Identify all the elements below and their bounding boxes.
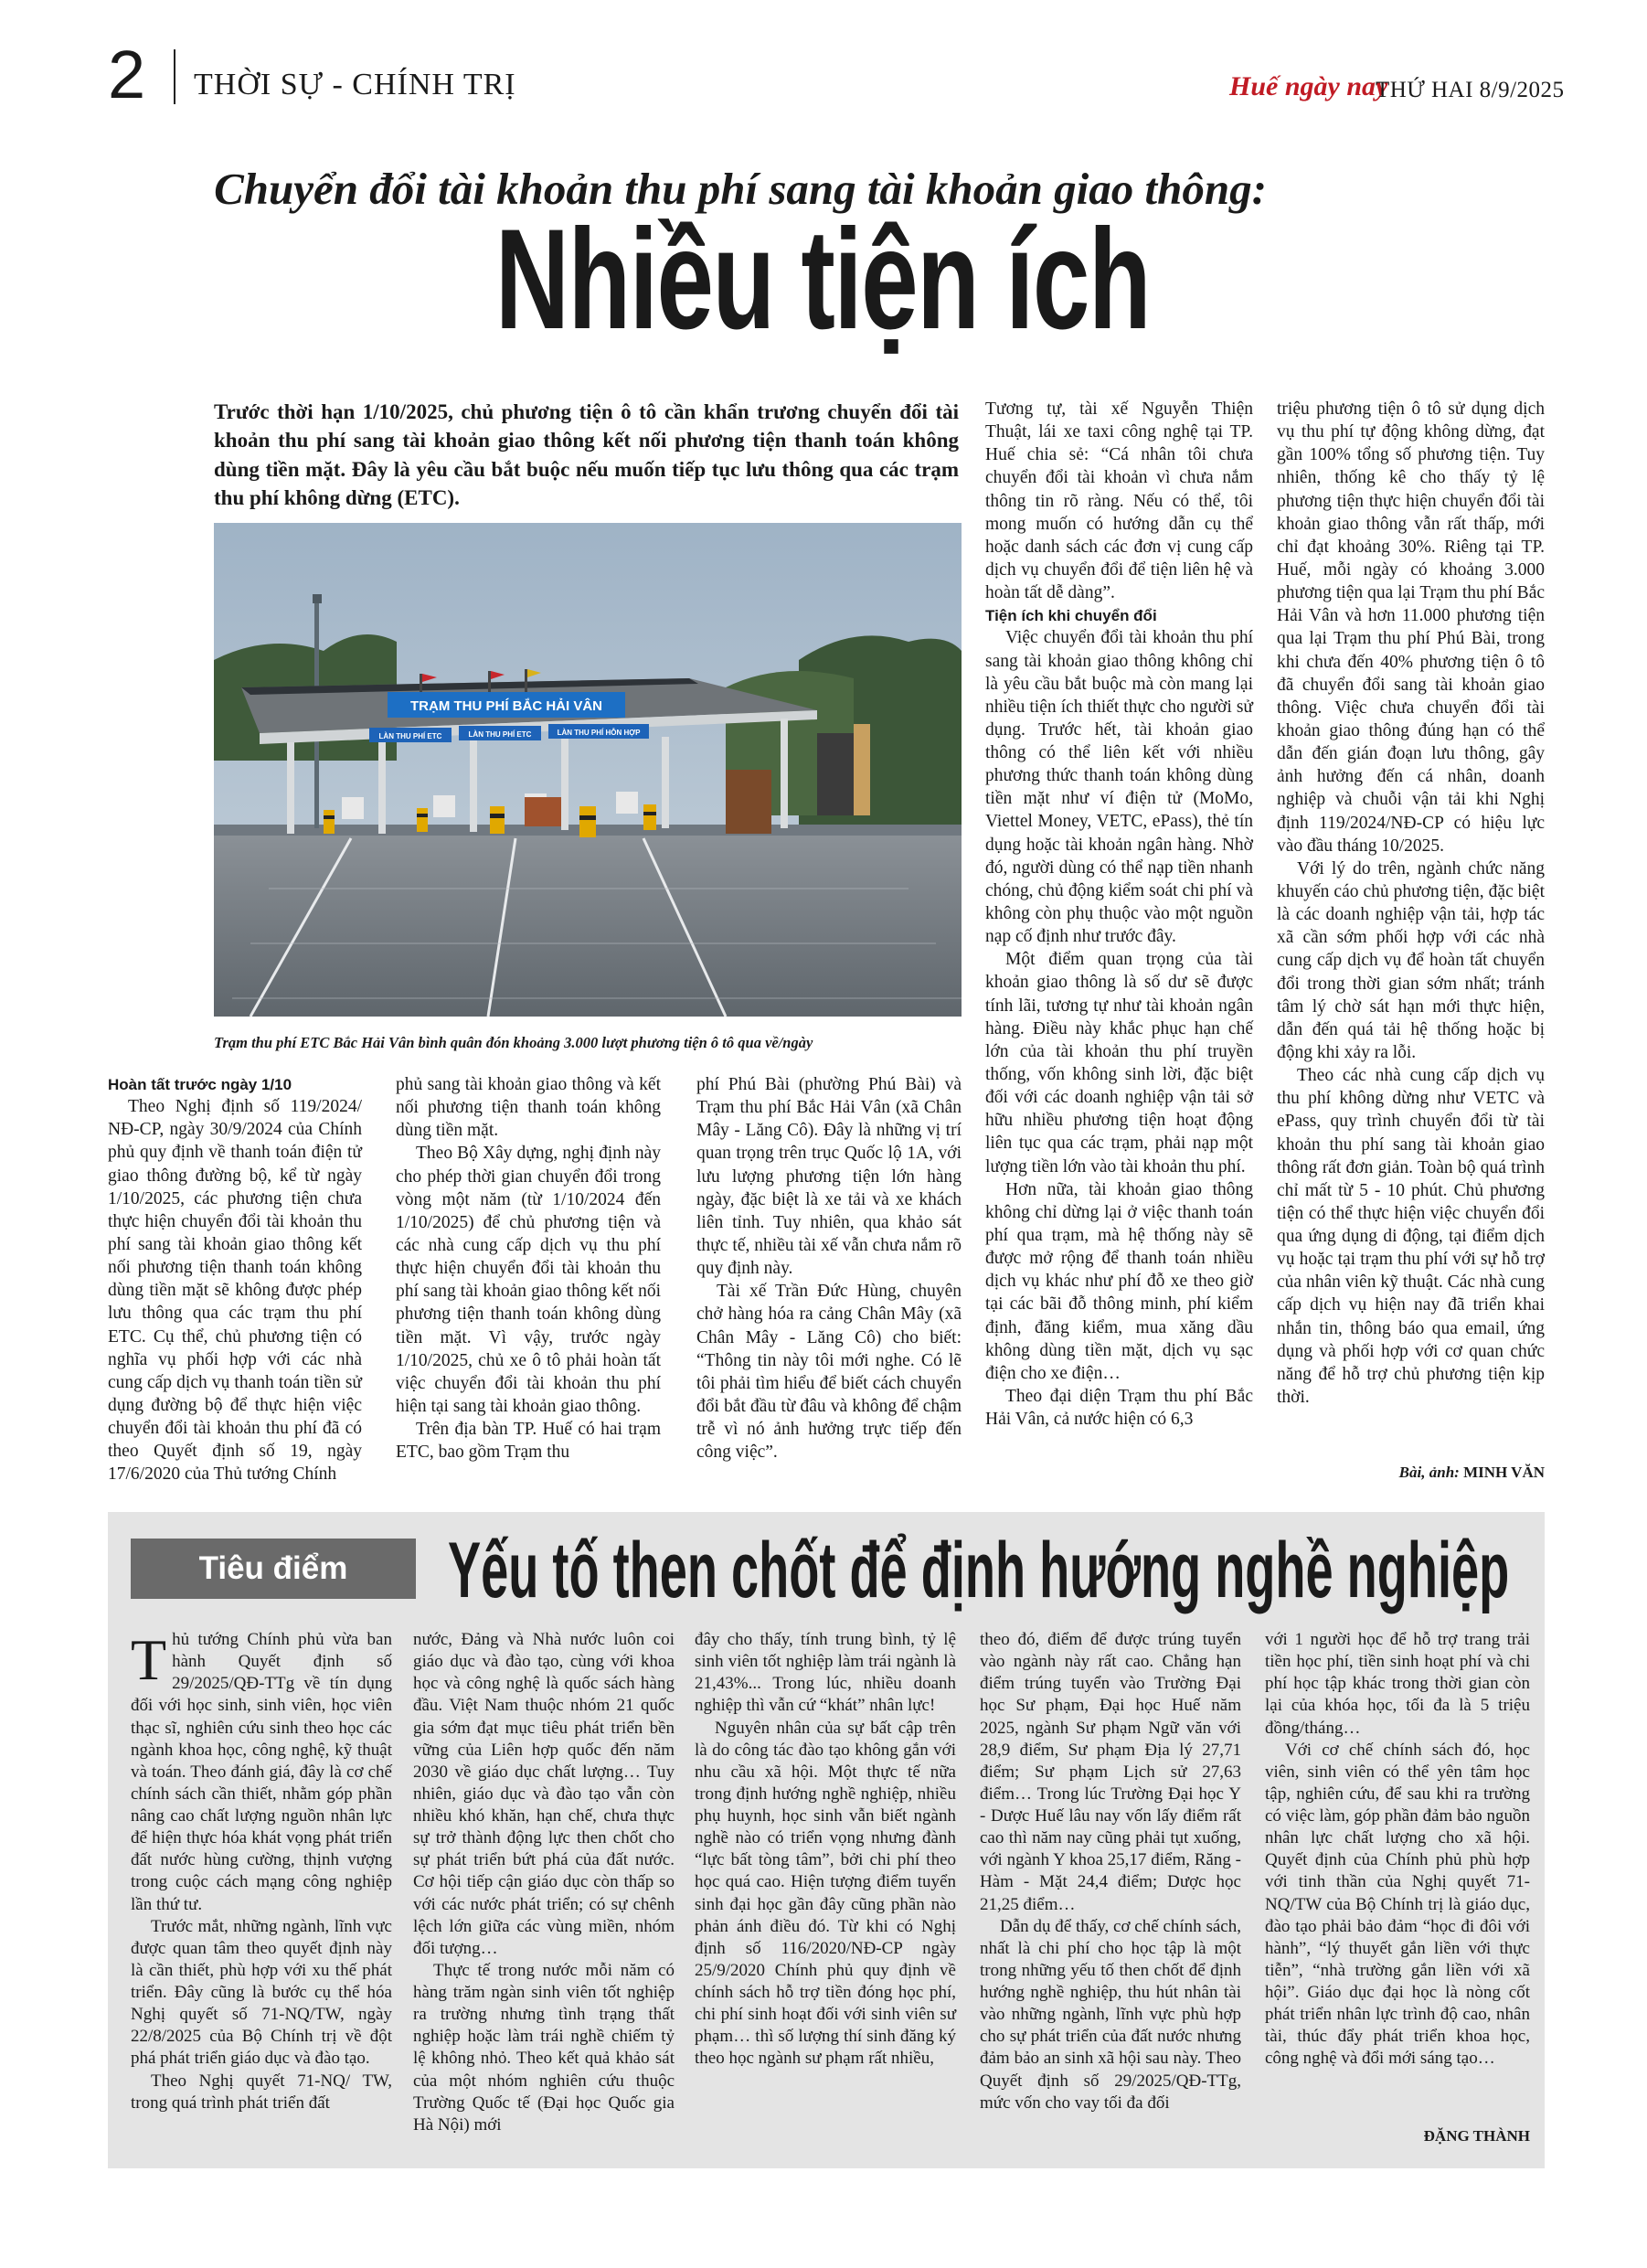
- newspaper-logo: Huế ngày nay: [1229, 71, 1388, 101]
- article-column-5: [1277, 398, 1545, 1409]
- subhead-benefits: Tiện ích khi chuyển đổi: [985, 607, 1157, 625]
- paragraph: Theo Bộ Xây dựng, nghị định này cho phép thời gian chuyển đổi trong vòng một năm (từ 1/10/2024 đến 1/10/2025) để chủ phương tiện và các nhà cung cấp dịch vụ thu phí thực hiện chuyển đổi tài khoản thu phí sang tài khoản giao thông kết nối phương tiện thanh toán không dùng tiền mặt. Vì vậy, trước ngày 1/10/2025, chủ xe ô tô phải hoàn tất việc chuyển đổi tài khoản thu phí hiện tại sang tài khoản giao thông.: [396, 1144, 661, 1416]
- article-column-3: [696, 1073, 962, 1464]
- feature-column-1: [131, 1629, 392, 2114]
- paragraph: phí Phú Bài (phường Phú Bài) và Trạm thu phí Bắc Hải Vân (xã Chân Mây - Lăng Cô). Đây là những vị trí quan trọng trên trục Quốc lộ 1A, với lưu lượng phương tiện lớn hàng ngày, đặc biệt là xe tải và xe khách liên tỉnh. Tuy nhiên, qua khảo sát thực tế, nhiều tài xế vẫn chưa nắm rõ quy định này.: [696, 1075, 962, 1279]
- paragraph: Với cơ chế chính sách đó, học viên, sinh viên có thể yên tâm học tập, nghiên cứu, để sau khi ra trường có việc làm, góp phần đảm bảo nguồn nhân lực chất lượng cho xã hội. Quyết định của Chính phủ phù hợp với tinh thần của Nghị quyết 71-NQ/TW của Bộ Chính trị là giáo dục, đào tạo phải bảo đảm “học đi đôi với hành”, “lý thuyết gắn liền với thực tiễn”, “nhà trường gắn liền với xã hội”. Giáo dục đại học là nòng cốt phát triển nhân lực trình độ cao, nhân tài, thúc đẩy phát triển khoa học, công nghệ và đổi mới sáng tạo…: [1265, 1740, 1530, 2069]
- article-kicker: Chuyển đổi tài khoản thu phí sang tài khoản giao thông:: [214, 164, 1267, 214]
- photo-caption: Trạm thu phí ETC Bắc Hải Vân bình quân đón khoảng 3.000 lượt phương tiện ô tô qua về/ngày: [214, 1034, 813, 1051]
- paragraph-text: hủ tướng Chính phủ vừa ban hành Quyết định số 29/2025/QĐ-TTg về tín dụng đối với học sinh, sinh viên, học viên thạc sĩ, nghiên cứu sinh theo học các ngành khoa học, công nghệ, kỹ thuật và toán. Theo đánh giá, đây là cơ chế chính sách cần thiết, nhằm góp phần nâng cao chất lượng nguồn nhân lực để hiện thực hóa khát vọng phát triển đất nước hùng cường, thịnh vượng trong cuộc cách mạng công nghiệp lần thứ tư.: [131, 1630, 392, 1914]
- lane-sign-1: LÀN THU PHÍ ETC: [378, 732, 442, 740]
- feature-byline: ĐẶNG THÀNH: [1423, 2127, 1530, 2145]
- article-byline: [1277, 1464, 1545, 1480]
- article-column-2: [396, 1073, 661, 1464]
- paragraph: Với lý do trên, ngành chức năng khuyến cáo chủ phương tiện, đặc biệt là các doanh nghiệp vận tải, hợp tác xã cần sớm phối hợp với các nhà cung cấp dịch vụ để hoàn tất chuyển đổi trong thời gian sớm nhất; tránh tâm lý chờ sát hạn mới thực hiện, dẫn đến quá tải hệ thống hoặc bị động khi xảy ra lỗi.: [1277, 858, 1545, 1062]
- byline-prefix: Bài, ảnh:: [1398, 1464, 1460, 1481]
- page-number: 2: [108, 37, 146, 112]
- paragraph: Tài xế Trần Đức Hùng, chuyên chở hàng hóa ra cảng Chân Mây (xã Chân Mây - Lăng Cô) cho biết: “Thông tin này tôi mới nghe. Có lẽ tôi phải tìm hiểu để biết cách chuyển đổi bắt đầu từ đâu và không để chậm trễ vì nó ảnh hưởng trực tiếp đến công việc”.: [696, 1282, 962, 1463]
- paragraph: Trên địa bàn TP. Huế có hai trạm ETC, bao gồm Trạm thu: [396, 1420, 661, 1463]
- paragraph: [131, 1629, 392, 1916]
- feature-column-2: [413, 1629, 675, 2136]
- paragraph: triệu phương tiện ô tô sử dụng dịch vụ thu phí tự động không dừng, đạt gần 100% tổng số phương tiện. Tuy nhiên, thống kê cho thấy tỷ lệ phương tiện thực hiện chuyển đổi tài khoản giao thông vẫn rất thấp, mới chỉ đạt khoảng 30%. Riêng tại TP. Huế, mỗi ngày có khoảng 3.000 phương tiện qua lại Trạm thu phí Bắc Hải Vân và hơn 11.000 phương tiện qua lại Trạm thu phí Phú Bài, trong khi chưa đến 40% phương tiện ô tô đã chuyển đổi sang tài khoản giao thông. Việc chưa chuyển đổi tài khoản giao thông đúng hạn có thể dẫn đến gián đoạn lưu thông, gây ảnh hưởng đến cá nhân, doanh nghiệp và chuỗi vận tải khi Nghị định 119/2024/NĐ-CP có hiệu lực vào đầu tháng 10/2025.: [1277, 399, 1545, 856]
- issue-date: THỨ HAI 8/9/2025: [1376, 78, 1565, 102]
- feature-column-4: [980, 1629, 1241, 2114]
- header-divider: [174, 49, 175, 104]
- article-lead: Trước thời hạn 1/10/2025, chủ phương tiện ô tô cần khẩn trương chuyển đổi tài khoản thu phí sang tài khoản giao thông kết nối phương tiện thanh toán không dùng tiền mặt. Đây là yêu cầu bắt buộc nếu muốn tiếp tục lưu thông qua các trạm thu phí không dừng (ETC).: [214, 400, 959, 509]
- paragraph: Theo Nghị định số 119/2024/ NĐ-CP, ngày 30/9/2024 của Chính phủ quy định về thanh toán điện tử giao thông đường bộ, kể từ ngày 1/10/2025, các phương tiện chưa thực hiện chuyển đổi tài khoản thu phí sang tài khoản giao thông kết nối phương tiện thanh toán không dùng tiền mặt sẽ không được phép lưu thông qua các trạm thu phí ETC. Cụ thể, chủ phương tiện có nghĩa vụ phối hợp với các nhà cung cấp dịch vụ thanh toán tiền sử dụng đường bộ để thực hiện việc chuyển đổi tài khoản thu phí đã có theo Quyết định số 19, ngày 17/6/2020 của Thủ tướng Chính: [108, 1097, 362, 1485]
- section-title: THỜI SỰ - CHÍNH TRỊ: [194, 68, 516, 101]
- paragraph: phủ sang tài khoản giao thông và kết nối phương tiện thanh toán không dùng tiền mặt.: [396, 1075, 661, 1141]
- paragraph: theo đó, điểm để được trúng tuyển vào ngành này rất cao. Chẳng hạn điểm trúng tuyển vào Trường Đại học Sư phạm, Đại học Huế năm 2025, ngành Sư phạm Ngữ văn với 28,9 điểm, Sư phạm Địa lý 27,71 điểm; Sư phạm Lịch sử 27,63 điểm… Trong lúc Trường Đại học Y - Dược Huế lâu nay vốn lấy điểm rất cao thì năm nay cũng phải tụt xuống, với ngành Y khoa 25,17 điểm, Răng - Hàm - Mặt 24,4 điểm; Dược học 21,25 điểm…: [980, 1630, 1241, 1914]
- article-column-4: [985, 398, 1253, 1431]
- paragraph: Hơn nữa, tài khoản giao thông không chỉ dừng lại ở việc thanh toán phí qua trạm, mà hệ thống này sẽ được mở rộng để thanh toán nhiều dịch vụ khác như phí đỗ xe theo giờ tại các bãi đỗ thông minh, phí kiểm định, đăng kiểm, mua xăng dầu không dùng tiền mặt, dịch vụ sạc điện cho xe điện…: [985, 1179, 1253, 1383]
- paragraph: Trước mắt, những ngành, lĩnh vực được quan tâm theo quyết định này là cần thiết, phù hợp với xu thế phát triển. Đây cũng là bước cụ thể hóa Nghị quyết số 71-NQ/TW, ngày 22/8/2025 của Bộ Chính trị về đột phá phát triển giáo dục và đào tạo.: [131, 1916, 392, 2069]
- byline-name: MINH VĂN: [1463, 1464, 1545, 1481]
- lane-sign-2: LÀN THU PHÍ ETC: [468, 730, 532, 739]
- paragraph: nước, Đảng và Nhà nước luôn coi giáo dục và đào tạo, cùng với khoa học và công nghệ là quốc sách hàng đầu. Việt Nam thuộc nhóm 21 quốc gia sớm đạt mục tiêu phát triển bền vững của Liên hợp quốc đến năm 2030 về giáo dục chất lượng… Tuy nhiên, giáo dục và đào tạo vẫn còn nhiều khó khăn, hạn chế, chưa thực sự trở thành động lực then chốt cho sự phát triển bứt phá của đất nước. Cơ hội tiếp cận giáo dục còn thấp so với các nước phát triển; có sự chênh lệch lớn giữa các vùng miền, nhóm đối tượng…: [413, 1630, 675, 1958]
- subhead-deadline: Hoàn tất trước ngày 1/10: [108, 1076, 292, 1093]
- paragraph: Theo Nghị quyết 71-NQ/ TW, trong quá trình phát triển đất: [131, 2071, 392, 2113]
- sign-main: TRẠM THU PHÍ BẮC HẢI VÂN: [410, 698, 602, 714]
- feature-tag: Tiêu điểm: [131, 1539, 416, 1599]
- paragraph: Nguyên nhân của sự bất cập trên là do công tác đào tạo không gắn với nhu cầu xã hội. Một thực tế nữa trong định hướng nghề nghiệp, nhiều phụ huynh, học sinh vẫn biết ngành nghề nào có triển vọng nhưng đành “lực bất tòng tâm”, bởi chi phí theo học quá cao. Hiện tượng điểm tuyển sinh đại học gần đây cũng phần nào phản ánh điều đó. Từ khi có Nghị định số 116/2020/NĐ-CP ngày 25/9/2020 Chính phủ quy định về chính sách hỗ trợ tiền đóng học phí, chi phí sinh hoạt đối với sinh viên sư phạm… thì số lượng thí sinh đăng ký theo học ngành sư phạm rất nhiều,: [695, 1718, 956, 2069]
- article-headline: Nhiều tiện ích: [494, 200, 1151, 359]
- paragraph: Dẫn dụ để thấy, cơ chế chính sách, nhất là chi phí cho học tập là một trong những yếu tố then chốt để định hướng nghề nghiệp, thu hút nhân tài vào những ngành, lĩnh vực phù hợp cho sự phát triển của đất nước nhưng đảm bảo an sinh xã hội sau này. Theo Quyết định số 29/2025/QĐ-TTg, mức vốn cho vay tối đa đối: [980, 1916, 1241, 2113]
- feature-column-5: [1265, 1629, 1530, 2071]
- paragraph: Theo các nhà cung cấp dịch vụ thu phí không dừng như VETC và ePass, quy trình chuyển đổi từ tài khoản thu phí sang tài khoản giao thông rất đơn giản. Toàn bộ quá trình chỉ mất từ 5 - 10 phút. Chủ phương tiện có thể thực hiện việc chuyển đổi qua ứng dụng di động, tại điểm dịch vụ hoặc tại trạm thu phí với sự hỗ trợ của nhân viên kỹ thuật. Các nhà cung cấp dịch vụ hiện nay đã triển khai nhắn tin, thông báo qua email, ứng dụng và phối hợp với cơ quan chức năng để hỗ trợ chủ phương tiện kịp thời.: [1277, 1066, 1545, 1408]
- drop-cap: T: [131, 1627, 167, 1692]
- paragraph: với 1 người học để hỗ trợ trang trải tiền học phí, tiền sinh hoạt phí và chi phí học tập khác trong thời gian còn lại của khóa học, tối đa là 5 triệu đồng/tháng…: [1265, 1630, 1530, 1738]
- toll-station-photo: [214, 523, 962, 1017]
- feature-title: Yếu tố then chốt để định hướng nghề nghiệp: [448, 1527, 1510, 1614]
- paragraph: Việc chuyển đổi tài khoản thu phí sang tài khoản giao thông không chỉ là yêu cầu bắt buộc mà còn mang lại nhiều tiện ích thiết thực cho người sử dụng. Trước hết, tài khoản giao thông có thể liên kết với nhiều phương thức thanh toán không dùng tiền mặt như ví điện tử (MoMo, Viettel Money, VETC, ePass), thẻ tín dụng hoặc tài khoản ngân hàng. Nhờ đó, người dùng có thể nạp tiền nhanh chóng, chủ động kiểm soát chi phí và không còn phụ thuộc vào một nguồn nạp cố định như trước đây.: [985, 628, 1253, 947]
- paragraph: đây cho thấy, tính trung bình, tỷ lệ sinh viên tốt nghiệp làm trái ngành là 21,43%... Trong lúc, nhiều doanh nghiệp thì vẫn cứ “khát” nhân lực!: [695, 1630, 956, 1716]
- paragraph: Một điểm quan trọng của tài khoản giao thông là số dư sẽ được tính lãi, tương tự như tài khoản ngân hàng. Điều này khắc phục hạn chế lớn của tài khoản thu phí truyền thống, vốn không sinh lời, đặc biệt đối với các doanh nghiệp vận tải sở hữu nhiều phương tiện hoạt động liên tục qua các trạm, phải nạp một lượng tiền lớn vào tài khoản thu phí.: [985, 950, 1253, 1177]
- paragraph: Tương tự, tài xế Nguyễn Thiện Thuật, lái xe taxi công nghệ tại TP. Huế chia sẻ: “Cá nhân tôi chưa chuyển đổi tài khoản vì chưa nắm thông tin rõ ràng. Nếu có thể, tôi mong muốn có hướng dẫn cụ thể hoặc danh sách các đơn vị cung cấp dịch vụ chuyển đổi để tiện liên hệ và hoàn tất dễ dàng”.: [985, 399, 1253, 603]
- article-column-1: [108, 1073, 362, 1485]
- lane-sign-3: LÀN THU PHÍ HỖN HỢP: [557, 729, 641, 737]
- feature-column-3: [695, 1629, 956, 2071]
- paragraph: Theo đại diện Trạm thu phí Bắc Hải Vân, cả nước hiện có 6,3: [985, 1387, 1253, 1430]
- paragraph: Thực tế trong nước mỗi năm có hàng trăm ngàn sinh viên tốt nghiệp ra trường nhưng tình trạng thất nghiệp hoặc làm trái nghề chiếm tỷ lệ không nhỏ. Theo kết quả khảo sát của một nhóm nghiên cứu thuộc Trường Quốc tế (Đại học Quốc gia Hà Nội) mới: [413, 1960, 675, 2135]
